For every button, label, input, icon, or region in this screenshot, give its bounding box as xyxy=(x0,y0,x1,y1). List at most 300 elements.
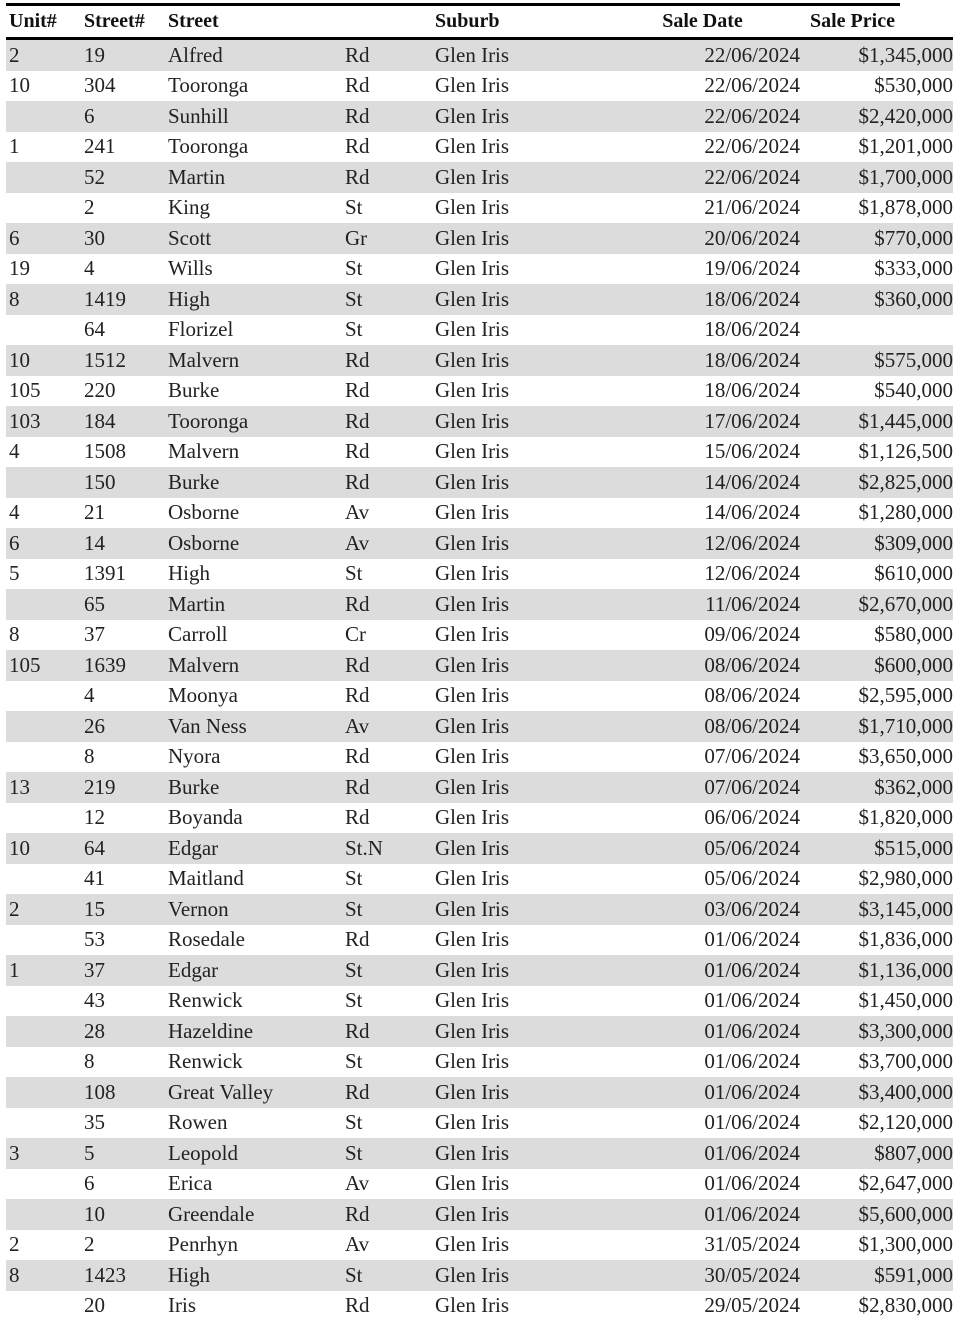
table-row xyxy=(6,620,953,651)
cell-suburb: Glen Iris xyxy=(435,833,565,864)
cell-unit: 19 xyxy=(9,256,30,281)
cell-street-type: St xyxy=(345,988,363,1013)
cell-sale-price: $3,300,000 xyxy=(800,1016,953,1047)
table-row xyxy=(6,833,953,864)
cell-street-type: Rd xyxy=(345,406,435,437)
cell-suburb: Glen Iris xyxy=(435,1260,565,1291)
cell-suburb: Glen Iris xyxy=(435,528,565,559)
table-row xyxy=(6,925,953,956)
cell-unit: 3 xyxy=(6,1138,84,1169)
table-row xyxy=(6,284,953,315)
cell-unit xyxy=(6,1077,84,1108)
cell-sale-price: $580,000 xyxy=(874,622,953,647)
table-row xyxy=(6,772,953,803)
cell-suburb: Glen Iris xyxy=(435,467,565,498)
cell-street: Malvern xyxy=(168,345,345,376)
cell-unit: 5 xyxy=(9,561,20,586)
cell-street-number: 241 xyxy=(84,134,116,159)
cell-unit xyxy=(6,803,84,834)
cell-street: King xyxy=(168,195,210,220)
cell-suburb: Glen Iris xyxy=(435,378,510,403)
cell-sale-price: $2,595,000 xyxy=(858,683,953,708)
cell-street-number: 2 xyxy=(84,1232,95,1257)
cell-sale-date: 01/06/2024 xyxy=(565,1138,800,1169)
cell-street: Penrhyn xyxy=(168,1232,238,1257)
cell-unit: 6 xyxy=(6,223,84,254)
cell-unit: 8 xyxy=(9,622,20,647)
table-row xyxy=(6,1016,953,1047)
cell-unit: 1 xyxy=(9,134,20,159)
table-row xyxy=(6,1169,953,1200)
cell-suburb: Glen Iris xyxy=(435,1199,565,1230)
cell-sale-date: 18/06/2024 xyxy=(565,284,800,315)
cell-street-number: 26 xyxy=(84,711,168,742)
cell-sale-price: $2,670,000 xyxy=(800,589,953,620)
cell-street-type: Rd xyxy=(345,1293,370,1318)
table-row xyxy=(6,71,953,102)
cell-sale-date: 15/06/2024 xyxy=(704,439,800,464)
cell-suburb: Glen Iris xyxy=(435,622,510,647)
cell-street-number: 4 xyxy=(84,256,95,281)
cell-street: Malvern xyxy=(168,650,345,681)
cell-street-number: 28 xyxy=(84,1016,168,1047)
sales-table xyxy=(6,6,953,1321)
cell-street-type: Rd xyxy=(345,772,435,803)
table-row xyxy=(6,1199,953,1230)
cell-street-type: Rd xyxy=(345,1199,435,1230)
cell-street-type: Av xyxy=(345,528,435,559)
cell-sale-price: $333,000 xyxy=(874,256,953,281)
table-row xyxy=(6,39,953,71)
cell-sale-date: 03/06/2024 xyxy=(565,894,800,925)
cell-street: Renwick xyxy=(168,988,243,1013)
cell-sale-date: 08/06/2024 xyxy=(565,711,800,742)
cell-suburb: Glen Iris xyxy=(435,772,565,803)
cell-street-number: 37 xyxy=(84,955,168,986)
column-header-sale-date: Sale Date xyxy=(565,6,800,39)
column-header-street-type xyxy=(345,6,435,39)
cell-street-number: 19 xyxy=(84,39,168,71)
cell-street-type: Rd xyxy=(345,378,370,403)
cell-street-number: 15 xyxy=(84,894,168,925)
table-row xyxy=(6,864,953,895)
cell-street: Rosedale xyxy=(168,927,245,952)
cell-street: Maitland xyxy=(168,866,244,891)
cell-street-type: St xyxy=(345,561,363,586)
cell-sale-price: $5,600,000 xyxy=(800,1199,953,1230)
cell-street-number: 53 xyxy=(84,927,105,952)
cell-suburb: Glen Iris xyxy=(435,805,510,830)
cell-sale-date: 09/06/2024 xyxy=(704,622,800,647)
cell-street: Martin xyxy=(168,162,345,193)
cell-unit: 4 xyxy=(9,439,20,464)
cell-street-type: St.N xyxy=(345,833,435,864)
cell-sale-price: $1,836,000 xyxy=(858,927,953,952)
cell-suburb: Glen Iris xyxy=(435,988,510,1013)
cell-street: Leopold xyxy=(168,1138,345,1169)
cell-sale-price: $807,000 xyxy=(800,1138,953,1169)
table-row xyxy=(6,345,953,376)
table-row xyxy=(6,742,953,773)
cell-sale-price: $540,000 xyxy=(874,378,953,403)
cell-unit: 8 xyxy=(6,1260,84,1291)
cell-sale-date: 22/06/2024 xyxy=(565,101,800,132)
cell-street-number: 219 xyxy=(84,772,168,803)
table-row xyxy=(6,589,953,620)
cell-sale-date: 01/06/2024 xyxy=(704,988,800,1013)
cell-street-type: Rd xyxy=(345,927,370,952)
cell-street-type: Rd xyxy=(345,744,370,769)
cell-sale-date: 06/06/2024 xyxy=(704,805,800,830)
cell-sale-price: $530,000 xyxy=(874,73,953,98)
cell-street-type: St xyxy=(345,195,363,220)
table-header xyxy=(6,6,953,39)
cell-street-type: Rd xyxy=(345,39,435,71)
table-row xyxy=(6,1291,953,1322)
table-row xyxy=(6,498,953,529)
cell-street: Erica xyxy=(168,1171,213,1196)
cell-suburb: Glen Iris xyxy=(435,650,565,681)
cell-sale-date: 08/06/2024 xyxy=(704,683,800,708)
cell-unit: 10 xyxy=(6,833,84,864)
cell-street-type: Av xyxy=(345,1171,370,1196)
cell-unit: 4 xyxy=(9,500,20,525)
table-row xyxy=(6,437,953,468)
cell-street-type: Rd xyxy=(345,805,370,830)
cell-suburb: Glen Iris xyxy=(435,866,510,891)
cell-street-number: 304 xyxy=(84,73,116,98)
cell-street-type: St xyxy=(345,1138,435,1169)
cell-unit xyxy=(6,742,84,773)
cell-sale-date: 07/06/2024 xyxy=(565,772,800,803)
cell-sale-date: 01/06/2024 xyxy=(704,1049,800,1074)
cell-suburb: Glen Iris xyxy=(435,1110,510,1135)
cell-street: Boyanda xyxy=(168,805,243,830)
cell-street: Edgar xyxy=(168,955,345,986)
cell-sale-date: 05/06/2024 xyxy=(704,866,800,891)
cell-street: Florizel xyxy=(168,317,234,342)
cell-unit: 10 xyxy=(6,345,84,376)
cell-street-number: 20 xyxy=(84,1293,105,1318)
cell-street: Alfred xyxy=(168,39,345,71)
cell-sale-date: 12/06/2024 xyxy=(704,561,800,586)
cell-street-number: 35 xyxy=(84,1110,105,1135)
cell-street-number: 10 xyxy=(84,1199,168,1230)
cell-street: Vernon xyxy=(168,894,345,925)
cell-unit xyxy=(6,467,84,498)
cell-suburb: Glen Iris xyxy=(435,1077,565,1108)
cell-unit xyxy=(6,986,84,1017)
cell-sale-price: $1,280,000 xyxy=(858,500,953,525)
cell-suburb: Glen Iris xyxy=(435,195,510,220)
table-row xyxy=(6,193,953,224)
table-row xyxy=(6,376,953,407)
cell-sale-price: $770,000 xyxy=(800,223,953,254)
cell-suburb: Glen Iris xyxy=(435,927,510,952)
cell-street-number: 220 xyxy=(84,378,116,403)
cell-street-type: Av xyxy=(345,711,435,742)
cell-sale-date: 01/06/2024 xyxy=(704,1110,800,1135)
table-row xyxy=(6,528,953,559)
cell-street-number: 1391 xyxy=(84,561,126,586)
cell-sale-date: 30/05/2024 xyxy=(565,1260,800,1291)
cell-street-number: 4 xyxy=(84,683,95,708)
cell-sale-date: 01/06/2024 xyxy=(565,1199,800,1230)
cell-street-number: 1512 xyxy=(84,345,168,376)
cell-sale-price: $2,647,000 xyxy=(858,1171,953,1196)
table-row xyxy=(6,467,953,498)
cell-suburb: Glen Iris xyxy=(435,1171,510,1196)
cell-unit xyxy=(6,193,84,224)
cell-sale-price: $1,445,000 xyxy=(800,406,953,437)
cell-street: Osborne xyxy=(168,528,345,559)
cell-sale-price: $1,136,000 xyxy=(800,955,953,986)
cell-street: Iris xyxy=(168,1293,196,1318)
cell-suburb: Glen Iris xyxy=(435,1138,565,1169)
table-row xyxy=(6,681,953,712)
cell-sale-price: $515,000 xyxy=(800,833,953,864)
cell-sale-date: 22/06/2024 xyxy=(704,73,800,98)
cell-street-number: 8 xyxy=(84,1049,95,1074)
cell-street-type: St xyxy=(345,1260,435,1291)
cell-street-type: Gr xyxy=(345,223,435,254)
cell-street-number: 6 xyxy=(84,101,168,132)
cell-sale-date: 29/05/2024 xyxy=(704,1293,800,1318)
cell-sale-price: $610,000 xyxy=(874,561,953,586)
cell-sale-price: $3,145,000 xyxy=(800,894,953,925)
cell-unit xyxy=(6,1047,84,1078)
cell-street-number: 6 xyxy=(84,1171,95,1196)
cell-sale-date: 01/06/2024 xyxy=(704,927,800,952)
table-row xyxy=(6,1230,953,1261)
cell-street-type: St xyxy=(345,1110,363,1135)
cell-street-number: 2 xyxy=(84,195,95,220)
cell-sale-date: 01/06/2024 xyxy=(565,1077,800,1108)
cell-street-type: Rd xyxy=(345,467,435,498)
cell-unit: 103 xyxy=(6,406,84,437)
column-header-suburb: Suburb xyxy=(435,6,565,39)
cell-sale-date: 07/06/2024 xyxy=(704,744,800,769)
table-row xyxy=(6,223,953,254)
cell-street: Scott xyxy=(168,223,345,254)
cell-unit: 2 xyxy=(6,39,84,71)
cell-street-number: 30 xyxy=(84,223,168,254)
column-header-street-number: Street# xyxy=(84,6,168,39)
table-row xyxy=(6,1260,953,1291)
cell-street: Tooronga xyxy=(168,73,249,98)
cell-street: Carroll xyxy=(168,622,228,647)
cell-sale-date: 31/05/2024 xyxy=(704,1232,800,1257)
cell-sale-date: 22/06/2024 xyxy=(704,134,800,159)
cell-suburb: Glen Iris xyxy=(435,101,565,132)
cell-unit: 1 xyxy=(6,955,84,986)
cell-sale-price xyxy=(800,315,953,346)
cell-sale-price: $3,650,000 xyxy=(858,744,953,769)
cell-street-type: St xyxy=(345,955,435,986)
table-row xyxy=(6,406,953,437)
cell-street: Wills xyxy=(168,256,213,281)
cell-street: High xyxy=(168,284,345,315)
cell-street-type: Rd xyxy=(345,439,370,464)
cell-street-type: St xyxy=(345,866,363,891)
cell-street-type: St xyxy=(345,317,363,342)
cell-unit xyxy=(6,162,84,193)
cell-sale-date: 18/06/2024 xyxy=(704,378,800,403)
cell-street: Van Ness xyxy=(168,711,345,742)
cell-unit xyxy=(6,101,84,132)
column-header-unit: Unit# xyxy=(6,6,84,39)
cell-unit xyxy=(6,925,84,956)
cell-sale-date: 18/06/2024 xyxy=(565,345,800,376)
cell-street: Greendale xyxy=(168,1199,345,1230)
cell-sale-date: 01/06/2024 xyxy=(565,1016,800,1047)
table-row xyxy=(6,650,953,681)
cell-street-number: 1419 xyxy=(84,284,168,315)
cell-street-number: 8 xyxy=(84,744,95,769)
cell-street-number: 41 xyxy=(84,866,105,891)
cell-suburb: Glen Iris xyxy=(435,406,565,437)
cell-sale-price: $362,000 xyxy=(800,772,953,803)
cell-street-type: St xyxy=(345,256,363,281)
cell-street-number: 184 xyxy=(84,406,168,437)
cell-sale-price: $1,710,000 xyxy=(800,711,953,742)
cell-street-number: 1639 xyxy=(84,650,168,681)
cell-sale-price: $600,000 xyxy=(800,650,953,681)
table-row xyxy=(6,1138,953,1169)
cell-street: Moonya xyxy=(168,683,238,708)
cell-sale-price: $2,830,000 xyxy=(858,1293,953,1318)
cell-suburb: Glen Iris xyxy=(435,317,510,342)
cell-sale-price: $1,700,000 xyxy=(800,162,953,193)
cell-sale-price: $1,878,000 xyxy=(858,195,953,220)
cell-sale-price: $360,000 xyxy=(800,284,953,315)
cell-suburb: Glen Iris xyxy=(435,39,565,71)
cell-sale-price: $1,201,000 xyxy=(858,134,953,159)
cell-street-type: Rd xyxy=(345,134,370,159)
cell-sale-price: $1,345,000 xyxy=(800,39,953,71)
cell-street-number: 14 xyxy=(84,528,168,559)
cell-sale-date: 11/06/2024 xyxy=(565,589,800,620)
cell-street: Sunhill xyxy=(168,101,345,132)
cell-street-number: 108 xyxy=(84,1077,168,1108)
cell-street: Edgar xyxy=(168,833,345,864)
cell-unit: 2 xyxy=(6,894,84,925)
table-row xyxy=(6,986,953,1017)
cell-suburb: Glen Iris xyxy=(435,500,510,525)
cell-sale-date: 14/06/2024 xyxy=(704,500,800,525)
cell-suburb: Glen Iris xyxy=(435,683,510,708)
cell-street: Rowen xyxy=(168,1110,228,1135)
cell-suburb: Glen Iris xyxy=(435,439,510,464)
table-row xyxy=(6,162,953,193)
cell-suburb: Glen Iris xyxy=(435,284,565,315)
column-header-street: Street xyxy=(168,6,345,39)
cell-sale-date: 05/06/2024 xyxy=(565,833,800,864)
cell-suburb: Glen Iris xyxy=(435,589,565,620)
cell-sale-date: 01/06/2024 xyxy=(704,1171,800,1196)
cell-suburb: Glen Iris xyxy=(435,223,565,254)
cell-unit xyxy=(6,1291,84,1322)
cell-street-number: 43 xyxy=(84,988,105,1013)
cell-sale-price: $3,700,000 xyxy=(858,1049,953,1074)
cell-street-type: Rd xyxy=(345,683,370,708)
cell-sale-date: 19/06/2024 xyxy=(704,256,800,281)
cell-street: Tooronga xyxy=(168,406,345,437)
cell-sale-date: 01/06/2024 xyxy=(565,955,800,986)
cell-sale-date: 22/06/2024 xyxy=(565,162,800,193)
cell-street-type: Rd xyxy=(345,650,435,681)
cell-suburb: Glen Iris xyxy=(435,1049,510,1074)
cell-street-type: Rd xyxy=(345,1077,435,1108)
cell-street-type: Cr xyxy=(345,622,366,647)
cell-street: High xyxy=(168,561,210,586)
cell-street-type: Rd xyxy=(345,345,435,376)
cell-street-type: St xyxy=(345,1049,363,1074)
cell-street-type: St xyxy=(345,284,435,315)
cell-unit xyxy=(6,1016,84,1047)
cell-sale-price: $1,450,000 xyxy=(858,988,953,1013)
cell-sale-date: 22/06/2024 xyxy=(565,39,800,71)
cell-street-type: Av xyxy=(345,500,370,525)
cell-suburb: Glen Iris xyxy=(435,711,565,742)
cell-suburb: Glen Iris xyxy=(435,1293,510,1318)
cell-unit: 6 xyxy=(6,528,84,559)
header-row xyxy=(6,6,953,39)
cell-street-type: Rd xyxy=(345,589,435,620)
cell-suburb: Glen Iris xyxy=(435,1232,510,1257)
cell-street: Burke xyxy=(168,772,345,803)
cell-street: Hazeldine xyxy=(168,1016,345,1047)
cell-suburb: Glen Iris xyxy=(435,256,510,281)
table-row xyxy=(6,315,953,346)
cell-street-number: 65 xyxy=(84,589,168,620)
cell-unit: 105 xyxy=(9,378,41,403)
cell-sale-price: $3,400,000 xyxy=(800,1077,953,1108)
table-row xyxy=(6,803,953,834)
cell-sale-date: 17/06/2024 xyxy=(565,406,800,437)
cell-sale-date: 20/06/2024 xyxy=(565,223,800,254)
cell-sale-date: 08/06/2024 xyxy=(565,650,800,681)
table-row xyxy=(6,1108,953,1139)
cell-unit: 105 xyxy=(6,650,84,681)
cell-street-type: Rd xyxy=(345,73,370,98)
cell-street-number: 52 xyxy=(84,162,168,193)
cell-street: Great Valley xyxy=(168,1077,345,1108)
cell-street: Burke xyxy=(168,378,220,403)
cell-street-type: Rd xyxy=(345,162,435,193)
cell-unit xyxy=(6,589,84,620)
cell-suburb: Glen Iris xyxy=(435,73,510,98)
cell-street-number: 150 xyxy=(84,467,168,498)
table-row xyxy=(6,559,953,590)
cell-unit: 13 xyxy=(6,772,84,803)
table-row xyxy=(6,894,953,925)
cell-sale-date: 12/06/2024 xyxy=(565,528,800,559)
cell-unit xyxy=(6,1169,84,1200)
cell-unit: 2 xyxy=(9,1232,20,1257)
cell-sale-price: $591,000 xyxy=(800,1260,953,1291)
cell-sale-date: 18/06/2024 xyxy=(704,317,800,342)
table-row xyxy=(6,101,953,132)
cell-street: High xyxy=(168,1260,345,1291)
cell-street: Renwick xyxy=(168,1049,243,1074)
cell-street: Osborne xyxy=(168,500,240,525)
cell-street-number: 12 xyxy=(84,805,105,830)
cell-suburb: Glen Iris xyxy=(435,134,510,159)
cell-suburb: Glen Iris xyxy=(435,744,510,769)
cell-suburb: Glen Iris xyxy=(435,1016,565,1047)
cell-unit xyxy=(6,1199,84,1230)
